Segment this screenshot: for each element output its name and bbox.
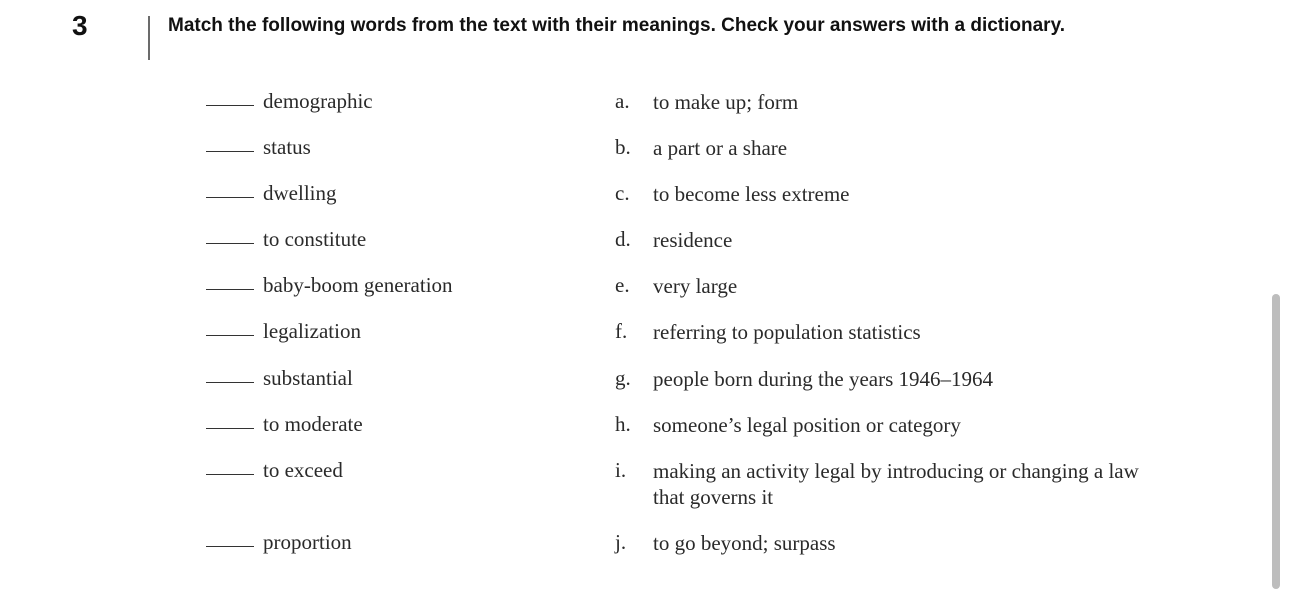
term-word: baby-boom generation — [263, 273, 453, 297]
answer-blank[interactable] — [206, 474, 254, 475]
meaning-letter: j. — [615, 530, 627, 554]
answer-blank[interactable] — [206, 546, 254, 547]
answer-blank[interactable] — [206, 382, 254, 383]
meaning-letter: c. — [615, 181, 630, 205]
term-word: legalization — [263, 319, 361, 343]
answer-blank[interactable] — [206, 289, 254, 290]
term-word: to moderate — [263, 412, 363, 436]
meaning-letter: h. — [615, 412, 631, 436]
answer-blank[interactable] — [206, 151, 254, 152]
meaning-text: a part or a share — [653, 136, 788, 160]
term-word: dwelling — [263, 181, 337, 205]
answer-blank[interactable] — [206, 428, 254, 429]
answer-blank[interactable] — [206, 105, 254, 106]
meaning-text: someone’s legal position or category — [653, 413, 961, 437]
term-word: to exceed — [263, 458, 343, 482]
vertical-scrollbar[interactable] — [1272, 294, 1280, 589]
answer-blank[interactable] — [206, 335, 254, 336]
term-word: substantial — [263, 366, 353, 390]
meaning-text: people born during the years 1946–1964 — [653, 367, 994, 391]
term-word: demographic — [263, 89, 373, 113]
meaning-text: making an activity legal by introducing or changing a law that governs it — [653, 459, 1139, 509]
meaning-text: referring to population statistics — [653, 320, 921, 344]
meaning-text: residence — [653, 228, 733, 252]
meaning-text: to become less extreme — [653, 182, 850, 206]
meaning-letter: a. — [615, 89, 630, 113]
answer-blank[interactable] — [206, 197, 254, 198]
meaning-text: very large — [653, 274, 738, 298]
meaning-letter: f. — [615, 319, 628, 343]
divider-rule — [148, 16, 150, 60]
answer-blank[interactable] — [206, 243, 254, 244]
exercise-number: 3 — [72, 10, 88, 41]
meaning-letter: d. — [615, 227, 631, 251]
meaning-letter: i. — [615, 458, 627, 482]
meaning-letter: b. — [615, 135, 631, 159]
term-word: status — [263, 135, 311, 159]
meaning-letter: g. — [615, 366, 631, 390]
meaning-letter: e. — [615, 273, 630, 297]
term-word: proportion — [263, 530, 352, 554]
meaning-text: to make up; form — [653, 90, 799, 114]
term-word: to constitute — [263, 227, 367, 251]
instruction-text: Match the following words from the text with their meanings. Check your answers with a dictionary. — [168, 15, 1066, 36]
meaning-text: to go beyond; surpass — [653, 531, 836, 555]
